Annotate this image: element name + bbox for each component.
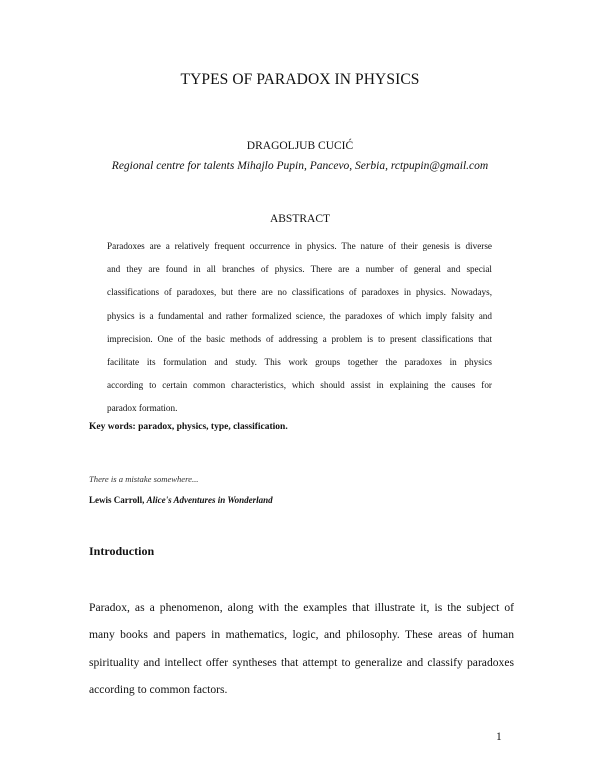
- author-name: DRAGOLJUB CUCIĆ: [246, 140, 354, 152]
- abstract-body: [107, 235, 492, 421]
- author-affiliation: Regional centre for talents Mihajlo Pupin, Pancevo, Serbia, rctpupin@gmail.com: [111, 160, 489, 172]
- epigraph-work: Alice's Adventures in Wonderland: [146, 495, 273, 505]
- paper-title: TYPES OF PARADOX IN PHYSICS: [180, 71, 420, 88]
- abstract-line: paradox formation.: [107, 403, 178, 414]
- abstract-heading: ABSTRACT: [269, 213, 331, 225]
- page-number: 1: [496, 731, 502, 743]
- epigraph-source: [89, 495, 273, 505]
- abstract-line: facilitate its formulation and study. This work groups together the paradoxes in physics: [107, 356, 492, 367]
- intro-line: according to common factors.: [89, 682, 228, 696]
- intro-line: spirituality and intellect offer syntheses that attempt to generalize and classify paradoxes: [89, 655, 514, 669]
- section-heading-introduction: Introduction: [89, 544, 155, 558]
- abstract-line: classifications of paradoxes, but there are no classifications of paradoxes in physics. Nowadays,: [107, 287, 492, 298]
- introduction-body: [89, 594, 514, 703]
- abstract-line: imprecision. One of the basic methods of addressing a problem is to present classifications that: [107, 333, 492, 344]
- abstract-line: Paradoxes are a relatively frequent occurrence in physics. The nature of their genesis is diverse: [107, 241, 492, 251]
- intro-line: many books and papers in mathematics, logic, and philosophy. These areas of human: [89, 628, 514, 642]
- abstract-line: according to certain common characteristics, which should assist in explaining the causes for: [107, 380, 492, 391]
- keywords: Key words: paradox, physics, type, classification.: [89, 422, 288, 432]
- intro-line: Paradox, as a phenomenon, along with the examples that illustrate it, is the subject of: [89, 601, 514, 614]
- abstract-line: and they are found in all branches of physics. There are a number of general and special: [107, 264, 492, 275]
- abstract-line: physics is a fundamental and rather formalized science, the paradoxes of which imply falsity and: [107, 310, 492, 321]
- epigraph-author: Lewis Carroll,: [89, 495, 147, 505]
- epigraph-quote: There is a mistake somewhere...: [89, 474, 199, 484]
